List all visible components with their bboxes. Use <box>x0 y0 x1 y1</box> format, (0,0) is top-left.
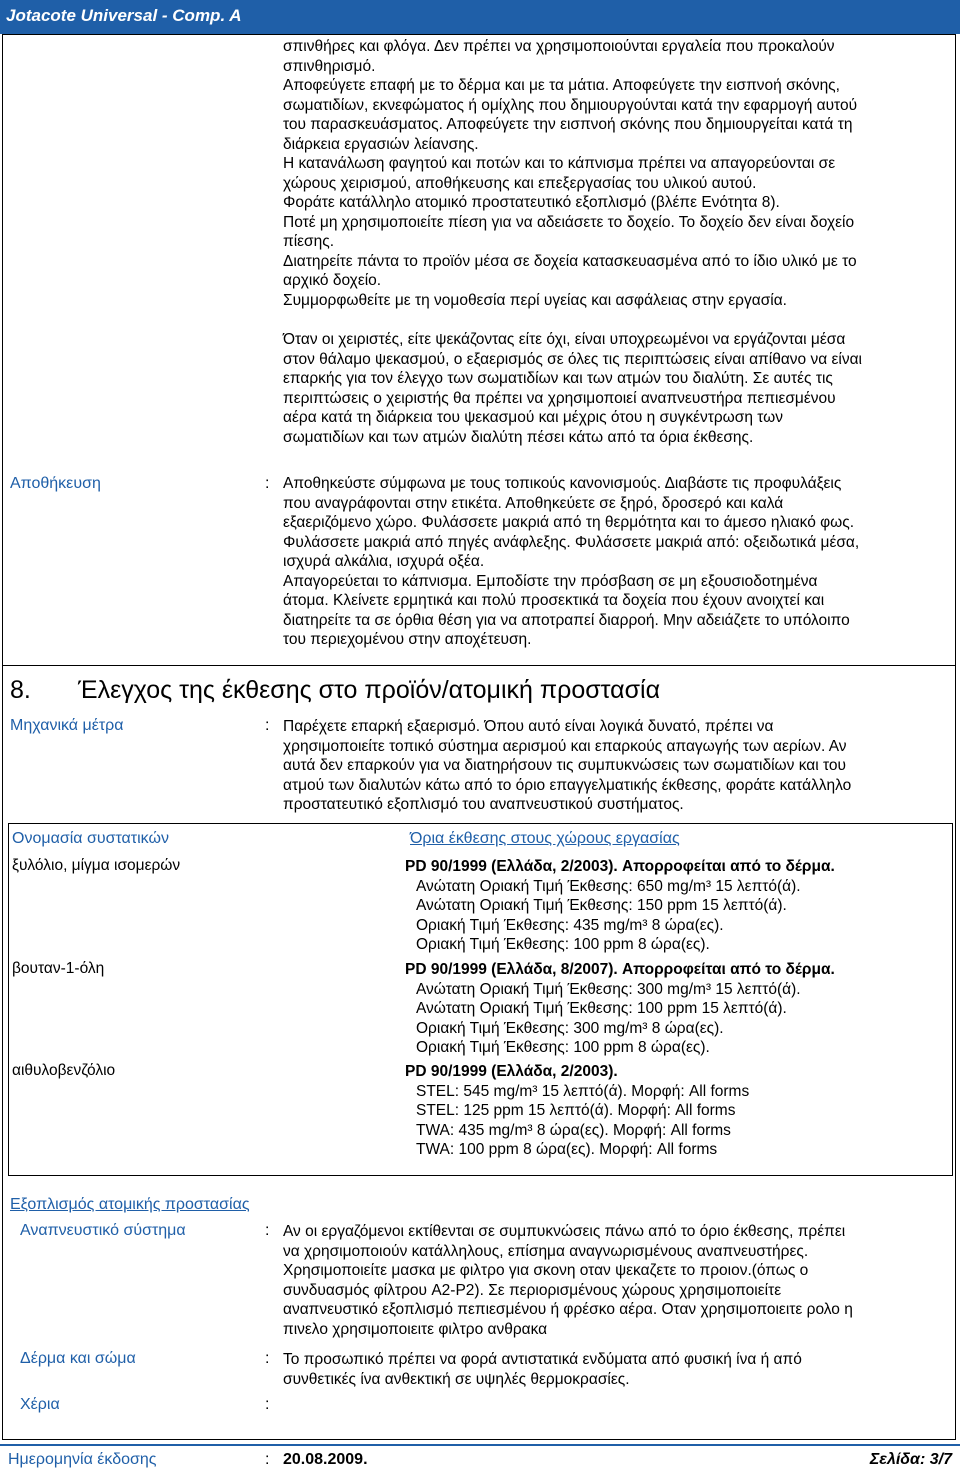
ppe-heading: Εξοπλισμός ατομικής προστασίας <box>10 1196 250 1213</box>
text-line: σωματιδίων, εκνεφώματος ή ομίχλης που δημιουργούνται κατά την εφαρμογή αυτού <box>283 96 858 114</box>
limit-line: Ανώτατη Οριακή Τιμή Έκθεσης: 150 ppm 15 λεπτό(ά). <box>416 897 787 914</box>
text-line: ατμού των διαλυτών κάτω από το όριο επαγγελματικής έκθεσης, φοράτε κατάλληλο <box>283 776 852 794</box>
limit-line: TWA: 100 ppm 8 ώρα(ες). Μορφή: All forms <box>416 1141 718 1158</box>
hands-colon: : <box>265 1396 270 1413</box>
table-bottom-border <box>8 1175 953 1176</box>
text-line: Αποθηκεύστε σύμφωνα με τους τοπικούς κανονισμούς. Διαβάστε τις προφυλάξεις <box>283 475 842 492</box>
text-line: Διατηρείτε πάντα το προϊόν μέσα σε δοχεία κατασκευασμένα από το ίδιο υλικό με το <box>283 252 857 270</box>
text-line: διάρκεια εργασιών λείανσης. <box>283 135 479 153</box>
limit-line: Ανώτατη Οριακή Τιμή Έκθεσης: 300 mg/m³ 15 λεπτό(ά). <box>416 980 801 998</box>
section-number: 8. <box>10 676 31 704</box>
text-line: πίεσης. <box>283 233 335 250</box>
text-line: αυτά δεν επαρκούν για να διατηρήσουν τις συμπυκνώσεις των σωματιδίων και του <box>283 757 846 774</box>
text-line: να χρησιμοποιούν κατάλληλους, επίσημα αναγνωρισμένους αναπνευστήρες. <box>283 1242 809 1260</box>
text-line: επαρκής για τον έλεγχο των σωματιδίων και των ατμών του διαλύτη. Σε αυτές τις <box>283 370 833 387</box>
document-title: Jotacote Universal - Comp. A <box>6 6 242 25</box>
page-number: Σελίδα: 3/7 <box>869 1451 952 1468</box>
text-line: Συμμορφωθείτε με τη νομοθεσία περί υγείας και ασφάλειας στην εργασία. <box>283 291 787 309</box>
regulation-line: PD 90/1999 (Ελλάδα, 8/2007). Απορροφείται από το δέρμα. <box>405 961 835 978</box>
limit-line: STEL: 545 mg/m³ 15 λεπτό(ά). Μορφή: All forms <box>416 1082 750 1100</box>
text-line: Χρησιμοποιείτε μασκα με φιλτρο για σκονη οταν ψεκαζετε το προιον.(όπως ο <box>283 1262 809 1279</box>
limit-line: TWA: 435 mg/m³ 8 ώρα(ες). Μορφή: All forms <box>416 1121 731 1139</box>
engineering-colon: : <box>265 717 270 734</box>
skin-body-label: Δέρμα και σώμα <box>20 1350 136 1367</box>
text-line: Απαγορεύεται το κάπνισμα. Εμποδίστε την πρόσβαση σε μη εξουσιοδοτημένα <box>283 572 818 590</box>
issue-date-value: 20.08.2009. <box>283 1451 368 1468</box>
skin-body-text <box>283 1350 953 1389</box>
text-line: Όταν οι χειριστές, είτε ψεκάζοντας είτε όχι, είναι υποχρεωμένοι να εργάζονται μέσα <box>283 331 846 348</box>
regulation-line: PD 90/1999 (Ελλάδα, 2/2003). <box>405 1063 618 1080</box>
text-line: διατηρείτε τα σε όρθια θέση για να αποτραπεί διαρροή. Μην αδειάζετε το υπόλοιπο <box>283 611 850 629</box>
text-line: χώρους χειρισμού, αποθήκευσης και επεξεργασίας του υλικού αυτού. <box>283 174 757 192</box>
section-divider <box>2 665 956 666</box>
text-line: του παρασκευάσματος. Αποφεύγετε την εισπνοή σκόνης που δημιουργείται κατά τη <box>283 116 853 133</box>
section-title: Έλεγχος της έκθεσης στο προϊόν/ατομική προστασία <box>78 676 661 704</box>
footer-rule <box>0 1444 960 1446</box>
text-line: αρχικό δοχείο. <box>283 272 382 289</box>
limit-line: STEL: 125 ppm 15 λεπτό(ά). Μορφή: All forms <box>416 1102 736 1119</box>
text-line: Φυλάσσετε μακριά από πηγές ανάφλεξης. Φυλάσσετε μακριά από: οξειδωτικά μέσα, <box>283 533 860 551</box>
regulation-line: PD 90/1999 (Ελλάδα, 2/2003). Απορροφείται από το δέρμα. <box>405 858 835 875</box>
respiratory-text <box>283 1222 953 1339</box>
respiratory-colon: : <box>265 1222 270 1239</box>
text-line: συνθετικές ίνα ανθεκτική σε υψηλές θερμοκρασίες. <box>283 1370 630 1388</box>
spray-text <box>283 330 953 447</box>
text-line: εξαεριζόμενο χώρο. Φυλάσσετε μακριά από τη θερμότητα και το άμεσο ηλιακό φως. <box>283 514 855 531</box>
text-line: συνδυασμός φίλτρου A2-P2). Σε περιορισμένους χώρους χρησιμοποιείτε <box>283 1281 782 1299</box>
text-line: Ποτέ μη χρησιμοποιείτε πίεση για να αδειάσετε το δοχείο. Το δοχείο δεν είναι δοχείο <box>283 213 855 231</box>
storage-label: Αποθήκευση <box>10 475 101 492</box>
text-line: Αποφεύγετε επαφή με το δέρμα και με τα μάτια. Αποφεύγετε την εισπνοή σκόνης, <box>283 77 840 94</box>
text-line: περιπτώσεις ο χειριστής θα πρέπει να χρησιμοποιεί αναπνευστήρα πεπιεσμένου <box>283 389 836 407</box>
limit-line: Οριακή Τιμή Έκθεσης: 100 ppm 8 ώρα(ες). <box>416 1039 710 1056</box>
text-line: Φοράτε κατάλληλο ατομικό προστατευτικό εξοπλισμό (βλέπε Ενότητα 8). <box>283 194 780 211</box>
text-line: του περιεχομένου στην αποχέτευση. <box>283 631 532 648</box>
ingredient-name: αιθυλοβενζόλιο <box>12 1062 116 1079</box>
ingredient-name: βουταν-1-όλη <box>12 960 105 977</box>
issue-date-label: Ημερομηνία έκδοσης <box>8 1451 157 1468</box>
limit-line: Οριακή Τιμή Έκθεσης: 435 mg/m³ 8 ώρα(ες). <box>416 916 724 934</box>
ingredient-name: ξυλόλιο, μίγμα ισομερών <box>12 857 181 874</box>
column-header-limits: Όρια έκθεσης στους χώρους εργασίας <box>410 830 680 847</box>
issue-date-colon: : <box>265 1451 270 1468</box>
skin-body-colon: : <box>265 1350 270 1367</box>
column-header-ingredient: Ονομασία συστατικών <box>12 830 169 847</box>
text-line: Παρέχετε επαρκή εξαερισμό. Όπου αυτό είναι λογικά δυνατό, πρέπει να <box>283 718 774 735</box>
table-left-border <box>8 823 9 1176</box>
text-line: άτομα. Κλείνετε ερμητικά και πολύ προσεκτικά τα δοχεία που έχουν ανοιχτεί και <box>283 592 825 609</box>
exposure-limits <box>405 857 835 955</box>
header-bar <box>0 0 960 34</box>
handling-text <box>283 37 943 310</box>
engineering-text <box>283 717 953 815</box>
text-line: σωματιδίων και των ατμών διαλύτη πέσει κάτω από τα όρια έκθεσης. <box>283 428 754 446</box>
text-line: χρησιμοποιείτε τοπικό σύστημα αερισμού και επαρκούς απαγωγής των αερίων. Αν <box>283 737 847 755</box>
hands-label: Χέρια <box>20 1396 60 1413</box>
limit-line: Ανώτατη Οριακή Τιμή Έκθεσης: 100 ppm 15 λεπτό(ά). <box>416 1000 787 1017</box>
limit-line: Ανώτατη Οριακή Τιμή Έκθεσης: 650 mg/m³ 15 λεπτό(ά). <box>416 877 801 895</box>
text-line: πινελο χρησιμοποιειτε φιλτρο ανθρακα <box>283 1320 548 1338</box>
text-line: προστατευτικό εξοπλισμό του αναπνευστικού συστήματος. <box>283 796 684 813</box>
text-line: Το προσωπικό πρέπει να φορά αντιστατικά ενδύματα από φυσική ίνα ή από <box>283 1351 802 1368</box>
storage-colon: : <box>265 475 270 492</box>
respiratory-label: Αναπνευστικό σύστημα <box>20 1222 186 1239</box>
table-top-border <box>8 823 953 824</box>
text-line: αναπνευστικό εξοπλισμό πεπιεσμένου ή φρέσκο αέρα. Οταν χρησιμοποιειτε ρολο η <box>283 1301 853 1318</box>
text-line: που αναγράφονται στην ετικέτα. Αποθηκεύετε σε ξηρό, δροσερό και καλά <box>283 494 784 512</box>
exposure-limits <box>405 960 835 1058</box>
exposure-limits <box>405 1062 749 1160</box>
text-line: σπινθηρισμό. <box>283 57 376 75</box>
storage-text <box>283 474 953 650</box>
engineering-label: Μηχανικά μέτρα <box>10 717 124 734</box>
text-line: Αν οι εργαζόμενοι εκτίθενται σε συμπυκνώσεις πάνω από το όριο έκθεσης, πρέπει <box>283 1223 846 1240</box>
limit-line: Οριακή Τιμή Έκθεσης: 100 ppm 8 ώρα(ες). <box>416 936 710 953</box>
table-right-border <box>952 823 953 1176</box>
text-line: στον θάλαμο ψεκασμού, ο εξαερισμός σε όλες τις περιπτώσεις είναι απίθανο να είναι <box>283 350 862 368</box>
text-line: αέρα κατά τη διάρκεια του ψεκασμού και μέχρις ότου η συγκέντρωση των <box>283 409 784 426</box>
text-line: ισχυρά αλκάλια, ισχυρά οξέα. <box>283 553 485 570</box>
text-line: σπινθήρες και φλόγα. Δεν πρέπει να χρησιμοποιούνται εργαλεία που προκαλούν <box>283 38 835 55</box>
limit-line: Οριακή Τιμή Έκθεσης: 300 mg/m³ 8 ώρα(ες). <box>416 1019 724 1037</box>
text-line: Η κατανάλωση φαγητού και ποτών και το κάπνισμα πρέπει να απαγορεύονται σε <box>283 155 836 172</box>
